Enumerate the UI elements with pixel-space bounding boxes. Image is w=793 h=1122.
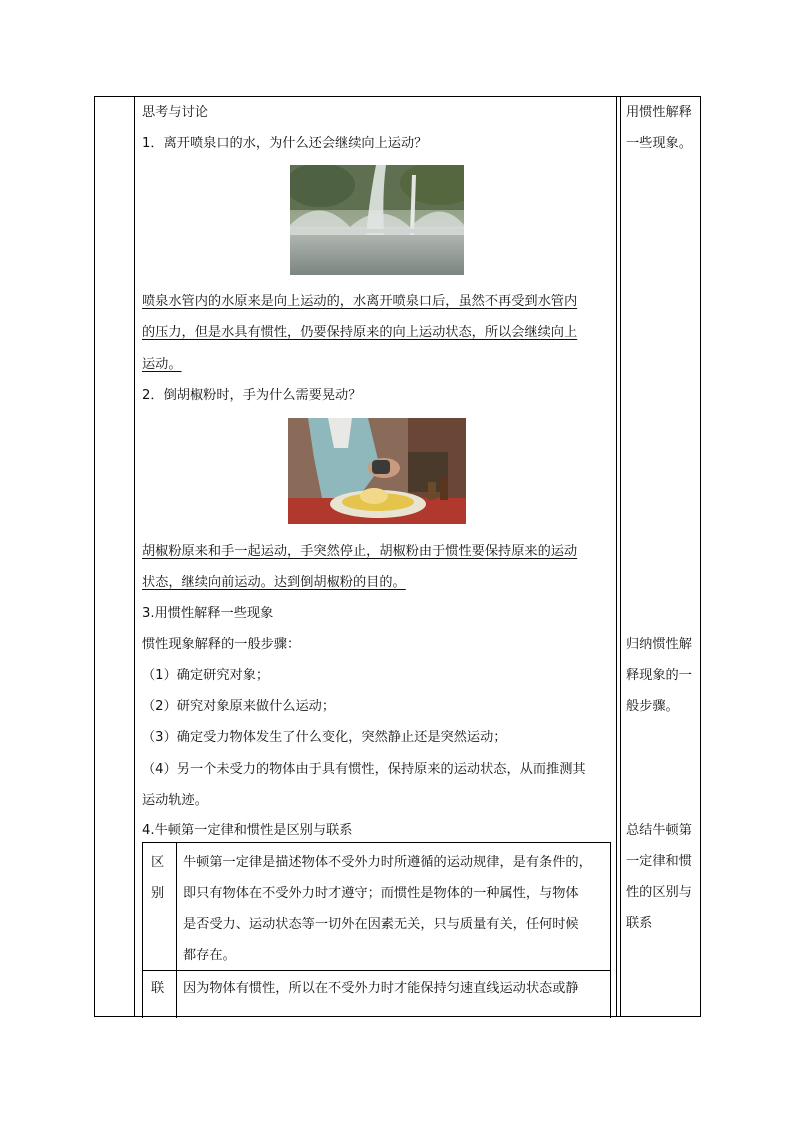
- comparison-table: [142, 842, 611, 1018]
- difference-label-2: 别: [151, 886, 165, 901]
- comparison-table-row-divider: [143, 970, 610, 971]
- column-divider-left: [134, 96, 135, 1017]
- note-1-line-2: 一些现象。: [626, 136, 692, 151]
- note-3-line-4: 联系: [626, 916, 653, 931]
- section-3-title: 3.用惯性解释一些现象: [142, 606, 274, 621]
- answer-1-line-2: 的压力，但是水具有惯性，仍要保持原来的向上运动状态，所以会继续向上: [142, 325, 578, 340]
- note-3-line-3: 性的区别与: [626, 885, 692, 900]
- step-1: （1）确定研究对象；: [142, 668, 270, 683]
- answer-2-line-1: 胡椒粉原来和手一起运动，手突然停止，胡椒粉由于惯性要保持原来的运动: [142, 544, 578, 559]
- difference-text-3: 是否受力、运动状态等一切外在因素无关，只与质量有关，任何时候: [183, 917, 579, 932]
- column-divider-right-double: [620, 96, 621, 1017]
- difference-text-2: 即只有物体在不受外力时才遵守；而惯性是物体的一种属性，与物体: [183, 886, 579, 901]
- note-3-line-2: 一定律和惯: [626, 854, 692, 869]
- answer-1-line-1: 喷泉水管内的水原来是向上运动的，水离开喷泉口后，虽然不再受到水管内: [142, 294, 578, 309]
- comparison-table-col-divider: [176, 843, 177, 1018]
- question-1: 1．离开喷泉口的水，为什么还会继续向上运动？: [142, 136, 428, 151]
- difference-text-4: 都存在。: [183, 948, 236, 963]
- note-2-line-1: 归纳惯性解: [626, 637, 692, 652]
- note-2-line-2: 释现象的一: [626, 668, 692, 683]
- difference-text-1: 牛顿第一定律是描述物体不受外力时所遵循的运动规律，是有条件的，: [183, 855, 592, 870]
- answer-1-line-3: 运动。: [142, 357, 182, 372]
- section-4-title: 4.牛顿第一定律和惯性是区别与联系: [142, 823, 353, 838]
- section-3-intro: 惯性现象解释的一般步骤：: [142, 637, 301, 652]
- connection-text: 因为物体有惯性，所以在不受外力时才能保持匀速直线运动状态或静: [183, 981, 579, 996]
- step-2: （2）研究对象原来做什么运动；: [142, 699, 336, 714]
- step-4-line-1: （4）另一个未受力的物体由于具有惯性，保持原来的运动状态，从而推测其: [142, 762, 586, 777]
- connection-label: 联: [151, 981, 165, 996]
- column-divider-right: [616, 96, 617, 1017]
- note-1-line-1: 用惯性解释: [626, 105, 692, 120]
- step-3: （3）确定受力物体发生了什么变化，突然静止还是突然运动；: [142, 730, 507, 745]
- question-2: 2．倒胡椒粉时，手为什么需要晃动？: [142, 388, 362, 403]
- pepper-photo: [288, 418, 466, 524]
- step-4-line-2: 运动轨迹。: [142, 793, 208, 808]
- note-3-line-1: 总结牛顿第: [626, 823, 692, 838]
- section-heading: 思考与讨论: [142, 105, 208, 120]
- note-2-line-3: 般步骤。: [626, 699, 679, 714]
- difference-label-1: 区: [151, 855, 165, 870]
- answer-2-line-2: 状态，继续向前运动。达到倒胡椒粉的目的。: [142, 575, 406, 590]
- fountain-photo: [290, 165, 464, 275]
